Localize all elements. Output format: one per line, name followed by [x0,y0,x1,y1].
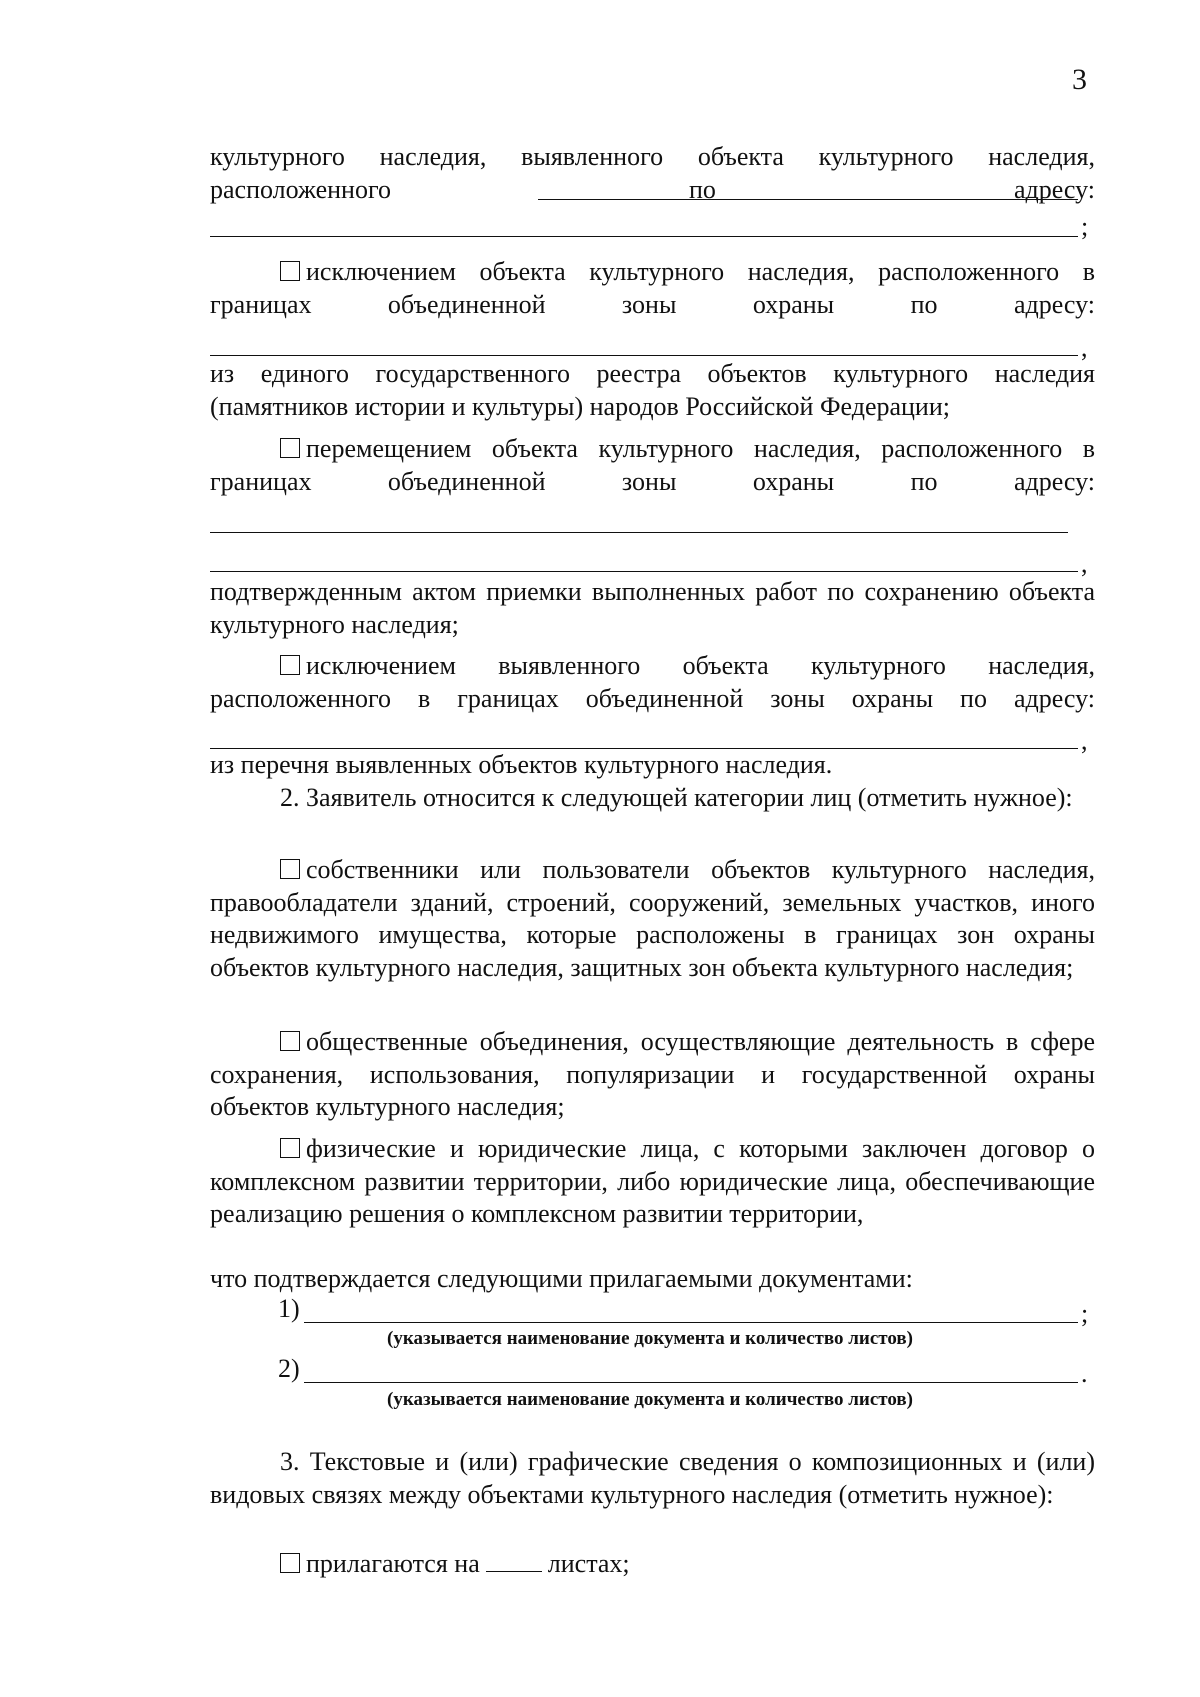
page-number: 3 [1072,63,1087,96]
document-caption: (указывается наименование документа и количество листов) [387,1328,913,1349]
checkbox[interactable] [280,438,300,458]
line-end-mark: , [1081,333,1088,362]
line-end-mark: . [1081,1359,1088,1388]
line-end-mark: ; [1081,1299,1089,1328]
option-label: общественные объединения, осуществляющие деятельность в сфере сохранения, использования, популяризации и государственной охраны объектов культурного наследия; [210,1027,1095,1121]
option-development [210,1133,1095,1231]
document-number: 1) [278,1294,300,1323]
option-owners [210,854,1095,984]
address-line[interactable] [210,355,1078,356]
checkbox[interactable] [280,655,300,675]
checkbox[interactable] [280,1553,300,1573]
section3-heading: 3. Текстовые и (или) графические сведения о композиционных и (или) видовых связях между объектами культурного наследия (отметить нужное): [210,1447,1095,1509]
exclusion-object-continuation: из единого государственного реестра объектов культурного наследия (памятников истории и культуры) народов Российской Федерации; [210,359,1095,421]
address-intro-text: культурного наследия, выявленного объекта культурного наследия, расположенного по адресу: [210,142,1095,204]
option-public-associations [210,1026,1095,1124]
checkbox[interactable] [280,1138,300,1158]
sheet-count-blank[interactable] [486,1551,542,1572]
option-label: физические и юридические лица, с которыми заключен договор о комплексном развитии территории, либо юридические лица, обеспечивающие реализацию решения о комплексном развитии территории, [210,1134,1095,1228]
document-line[interactable] [304,1322,1078,1323]
line-end-mark: , [1081,549,1088,578]
checkbox[interactable] [280,1031,300,1051]
option-relocation [210,433,1095,498]
relocation-continuation: подтвержденным актом приемки выполненных работ по сохранению объекта культурного наследия; [210,577,1095,639]
address-line[interactable] [210,532,1068,533]
option-exclusion-identified [210,650,1095,715]
document-caption: (указывается наименование документа и количество листов) [387,1389,913,1410]
option-label: перемещением объекта культурного наследия, расположенного в границах объединенной зоны охраны по адресу: [210,434,1095,496]
document-line[interactable] [304,1382,1078,1383]
address-line[interactable] [538,199,1078,200]
option-label: собственники или пользователи объектов культурного наследия, правообладатели зданий, строений, сооружений, земельных участков, иного недвижимого имущества, которые расположены в границах зон охраны объектов культурного наследия, защитных зон объекта культурного наследия; [210,855,1095,982]
address-line[interactable] [210,236,1078,237]
line-end-mark: ; [1081,212,1089,241]
section2-heading: 2. Заявитель относится к следующей категории лиц (отметить нужное): [280,783,1073,812]
option-exclusion-object [210,256,1095,321]
option-label: исключением выявленного объекта культурного наследия, расположенного в границах объединенной зоны охраны по адресу: [210,651,1095,713]
line-end-mark: , [1081,726,1088,755]
document-number: 2) [278,1354,300,1383]
address-line[interactable] [210,571,1078,572]
confirm-text: что подтверждается следующими прилагаемыми документами: [210,1264,913,1293]
exclusion-identified-continuation: из перечня выявленных объектов культурного наследия. [210,750,833,779]
option-label: исключением объекта культурного наследия, расположенного в границах объединенной зоны охраны по адресу: [210,257,1095,319]
checkbox[interactable] [280,859,300,879]
option-suffix: листах; [547,1549,630,1578]
option-attached-sheets [280,1548,630,1580]
checkbox[interactable] [280,261,300,281]
option-label: прилагаются на [306,1549,480,1578]
